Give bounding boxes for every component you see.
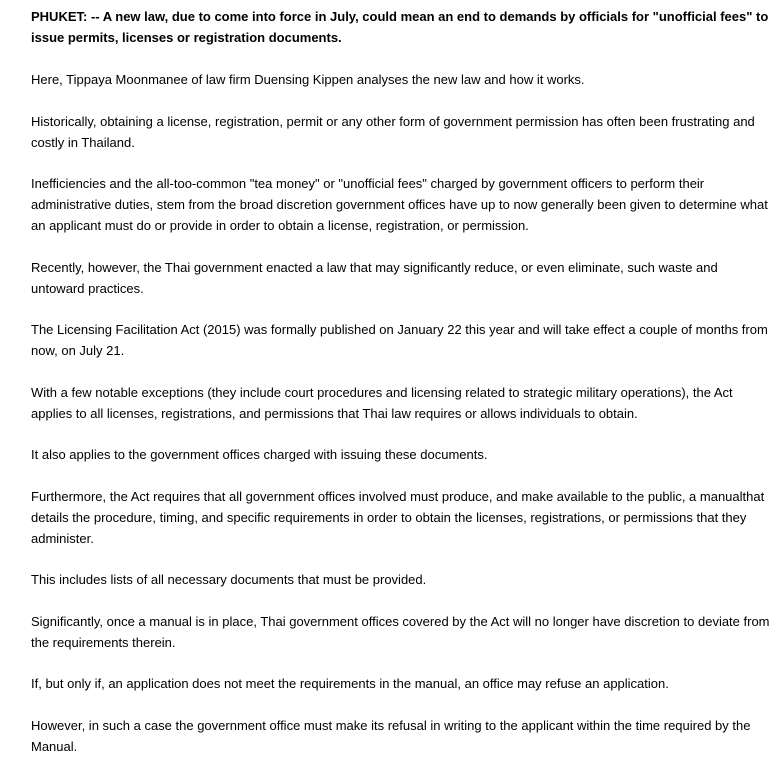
article-paragraph-9: This includes lists of all necessary documents that must be provided. (31, 572, 427, 587)
article-paragraph-1: Here, Tippaya Moonmanee of law firm Duensing Kippen analyses the new law and how it works. (31, 72, 585, 87)
article-paragraph-6: With a few notable exceptions (they include court procedures and licensing related to strategic military operations), the Act applies to all licenses, registrations, and permissions that Thai law requires or allows individuals to obtain. (31, 384, 733, 421)
article-paragraph-3: Inefficiencies and the all-too-common "tea money" or "unofficial fees" charged by government officers to perform their administrative duties, stem from the broad discretion government offices have up to now generally been given to determine what an applicant must do or provide in order to obtain a license, registration, or permission. (31, 176, 768, 233)
article-lead: PHUKET: -- A new law, due to come into force in July, could mean an end to demands by officials for "unofficial fees" to issue permits, licenses or registration documents. (31, 9, 769, 45)
article-paragraph-2: Historically, obtaining a license, registration, permit or any other form of government permission has often been frustrating and costly in Thailand. (31, 113, 755, 150)
article-paragraph-12: However, in such a case the government office must make its refusal in writing to the applicant within the time required by the Manual. (31, 717, 751, 754)
article-paragraph-7: It also applies to the government offices charged with issuing these documents. (31, 447, 488, 462)
article-paragraph-5: The Licensing Facilitation Act (2015) was formally published on January 22 this year and will take effect a couple of months from now, on July 21. (31, 322, 768, 358)
article-paragraph-4: Recently, however, the Thai government enacted a law that may significantly reduce, or even eliminate, such waste and untoward practices. (31, 259, 718, 296)
article-paragraph-8: Furthermore, the Act requires that all government offices involved must produce, and make available to the public, a manualthat details the procedure, timing, and specific requirements in order to obtain the licenses, registrations, or permissions that they administer. (31, 488, 765, 546)
article-body (31, 6, 773, 777)
article-paragraph-11: If, but only if, an application does not meet the requirements in the manual, an office may refuse an application. (31, 676, 669, 691)
article-paragraph-10: Significantly, once a manual is in place, Thai government offices covered by the Act will no longer have discretion to deviate from the requirements therein. (31, 613, 770, 650)
